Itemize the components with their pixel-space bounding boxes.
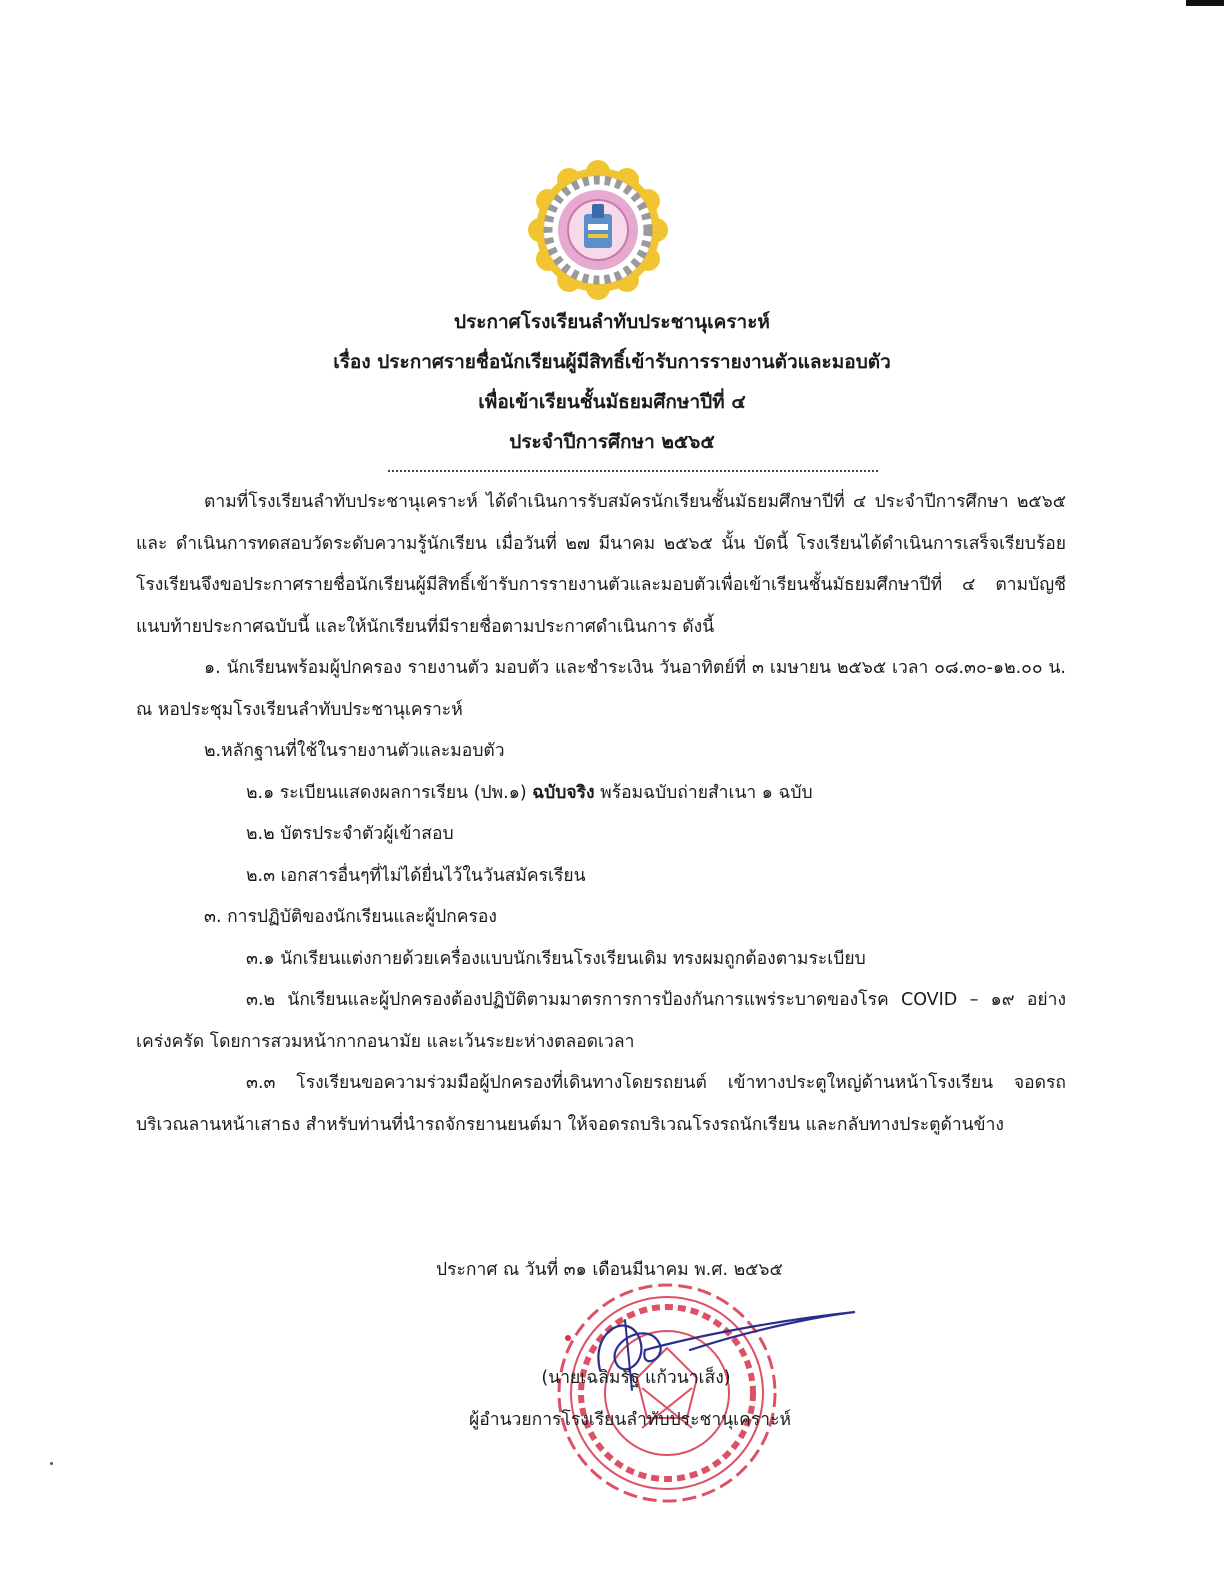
item-2-2-line: ๒.๒ บัตรประจำตัวผู้เข้าสอบ [246, 824, 454, 844]
item-2-1-line [136, 773, 1066, 815]
scan-speck [50, 1462, 53, 1465]
item-3-3-paragraph: ๓.๓ โรงเรียนขอความร่วมมือผู้ปกครองที่เดินทางโดยรถยนต์ เข้าทางประตูใหญ่ด้านหน้าโรงเรียน จอดรถบริเวณลานหน้าเสาธง สำหรับท่านที่นำรถจักรยานยนต์มา ให้จอดรถบริเวณโรงรถนักเรียน และกลับทางประตูด้านข้าง [136, 1073, 1066, 1135]
announcement-body [136, 482, 1066, 1146]
item-3-heading: ๓. การปฏิบัติของนักเรียนและผู้ปกครอง [204, 907, 497, 927]
item-2-1-text-end: พร้อมฉบับถ่ายสำเนา ๑ ฉบับ [594, 782, 813, 803]
item-2-heading: ๒.หลักฐานที่ใช้ในรายงานตัวและมอบตัว [204, 741, 505, 761]
item-2-1-text: ๒.๑ ระเบียนแสดงผลการเรียน (ปพ.๑) [246, 782, 533, 803]
scan-corner-mark [1186, 0, 1224, 6]
announcement-subject: เรื่อง ประกาศรายชื่อนักเรียนผู้มีสิทธิ์เข้ารับการรายงานตัวและมอบตัว [333, 351, 891, 373]
announcement-title: ประกาศโรงเรียนลำทับประชานุเคราะห์ [454, 311, 770, 333]
announcement-year: ประจำปีการศึกษา ๒๕๖๕ [509, 431, 715, 453]
item-1-paragraph: ๑. นักเรียนพร้อมผู้ปกครอง รายงานตัว มอบตัว และชำระเงิน วันอาทิตย์ที่ ๓ เมษายน ๒๕๖๕ เวลา ๐๘.๓๐-๑๒.๐๐ น. ณ หอประชุมโรงเรียนลำทับประชานุเคราะห์ [136, 658, 1066, 720]
dotted-divider [388, 470, 878, 472]
signer-name: (นายเฉลิมรัฐ แก้วนาเส็ง) [541, 1368, 731, 1388]
announcement-title-block [140, 302, 1084, 462]
school-emblem-logo [528, 160, 668, 300]
item-2-3-line: ๒.๓ เอกสารอื่นๆที่ไม่ได้ยื่นไว้ในวันสมัครเรียน [246, 865, 586, 886]
signer-title: ผู้อำนวยการโรงเรียนลำทับประชานุเคราะห์ [468, 1410, 791, 1430]
item-2-1-bold-text: ฉบับจริง [532, 782, 595, 803]
item-3-1-line: ๓.๑ นักเรียนแต่งกายด้วยเครื่องแบบนักเรียนโรงเรียนเดิม ทรงผมถูกต้องตามระเบียบ [246, 948, 866, 969]
announce-date: ประกาศ ณ วันที่ ๓๑ เดือนมีนาคม พ.ศ. ๒๕๖๕ [436, 1260, 783, 1280]
announcement-grade: เพื่อเข้าเรียนชั้นมัธยมศึกษาปีที่ ๔ [478, 391, 746, 413]
item-3-2-paragraph: ๓.๒ นักเรียนและผู้ปกครองต้องปฏิบัติตามมาตรการการป้องกันการแพร่ระบาดของโรค COVID – ๑๙ อย่างเคร่งครัด โดยการสวมหน้ากากอนามัย และเว้นระยะห่างตลอดเวลา [136, 990, 1066, 1052]
intro-paragraph: ตามที่โรงเรียนลำทับประชานุเคราะห์ ได้ดำเนินการรับสมัครนักเรียนชั้นมัธยมศึกษาปีที่ ๔ ประจำปีการศึกษา ๒๕๖๕ และ ดำเนินการทดสอบวัดระดับความรู้นักเรียน เมื่อวันที่ ๒๗ มีนาคม ๒๕๖๕ นั้น บัดนี้ โรงเรียนได้ดำเนินการเสร็จเรียบร้อย โรงเรียนจึงขอประกาศรายชื่อนักเรียนผู้มีสิทธิ์เข้ารับการรายงานตัวและมอบตัวเพื่อเข้าเรียนชั้นมัธยมศึกษาปีที่ ๔ ตามบัญชีแนบท้ายประกาศฉบับนี้ และให้นักเรียนที่มีรายชื่อตามประกาศดำเนินการ ดังนี้ [136, 492, 1066, 637]
